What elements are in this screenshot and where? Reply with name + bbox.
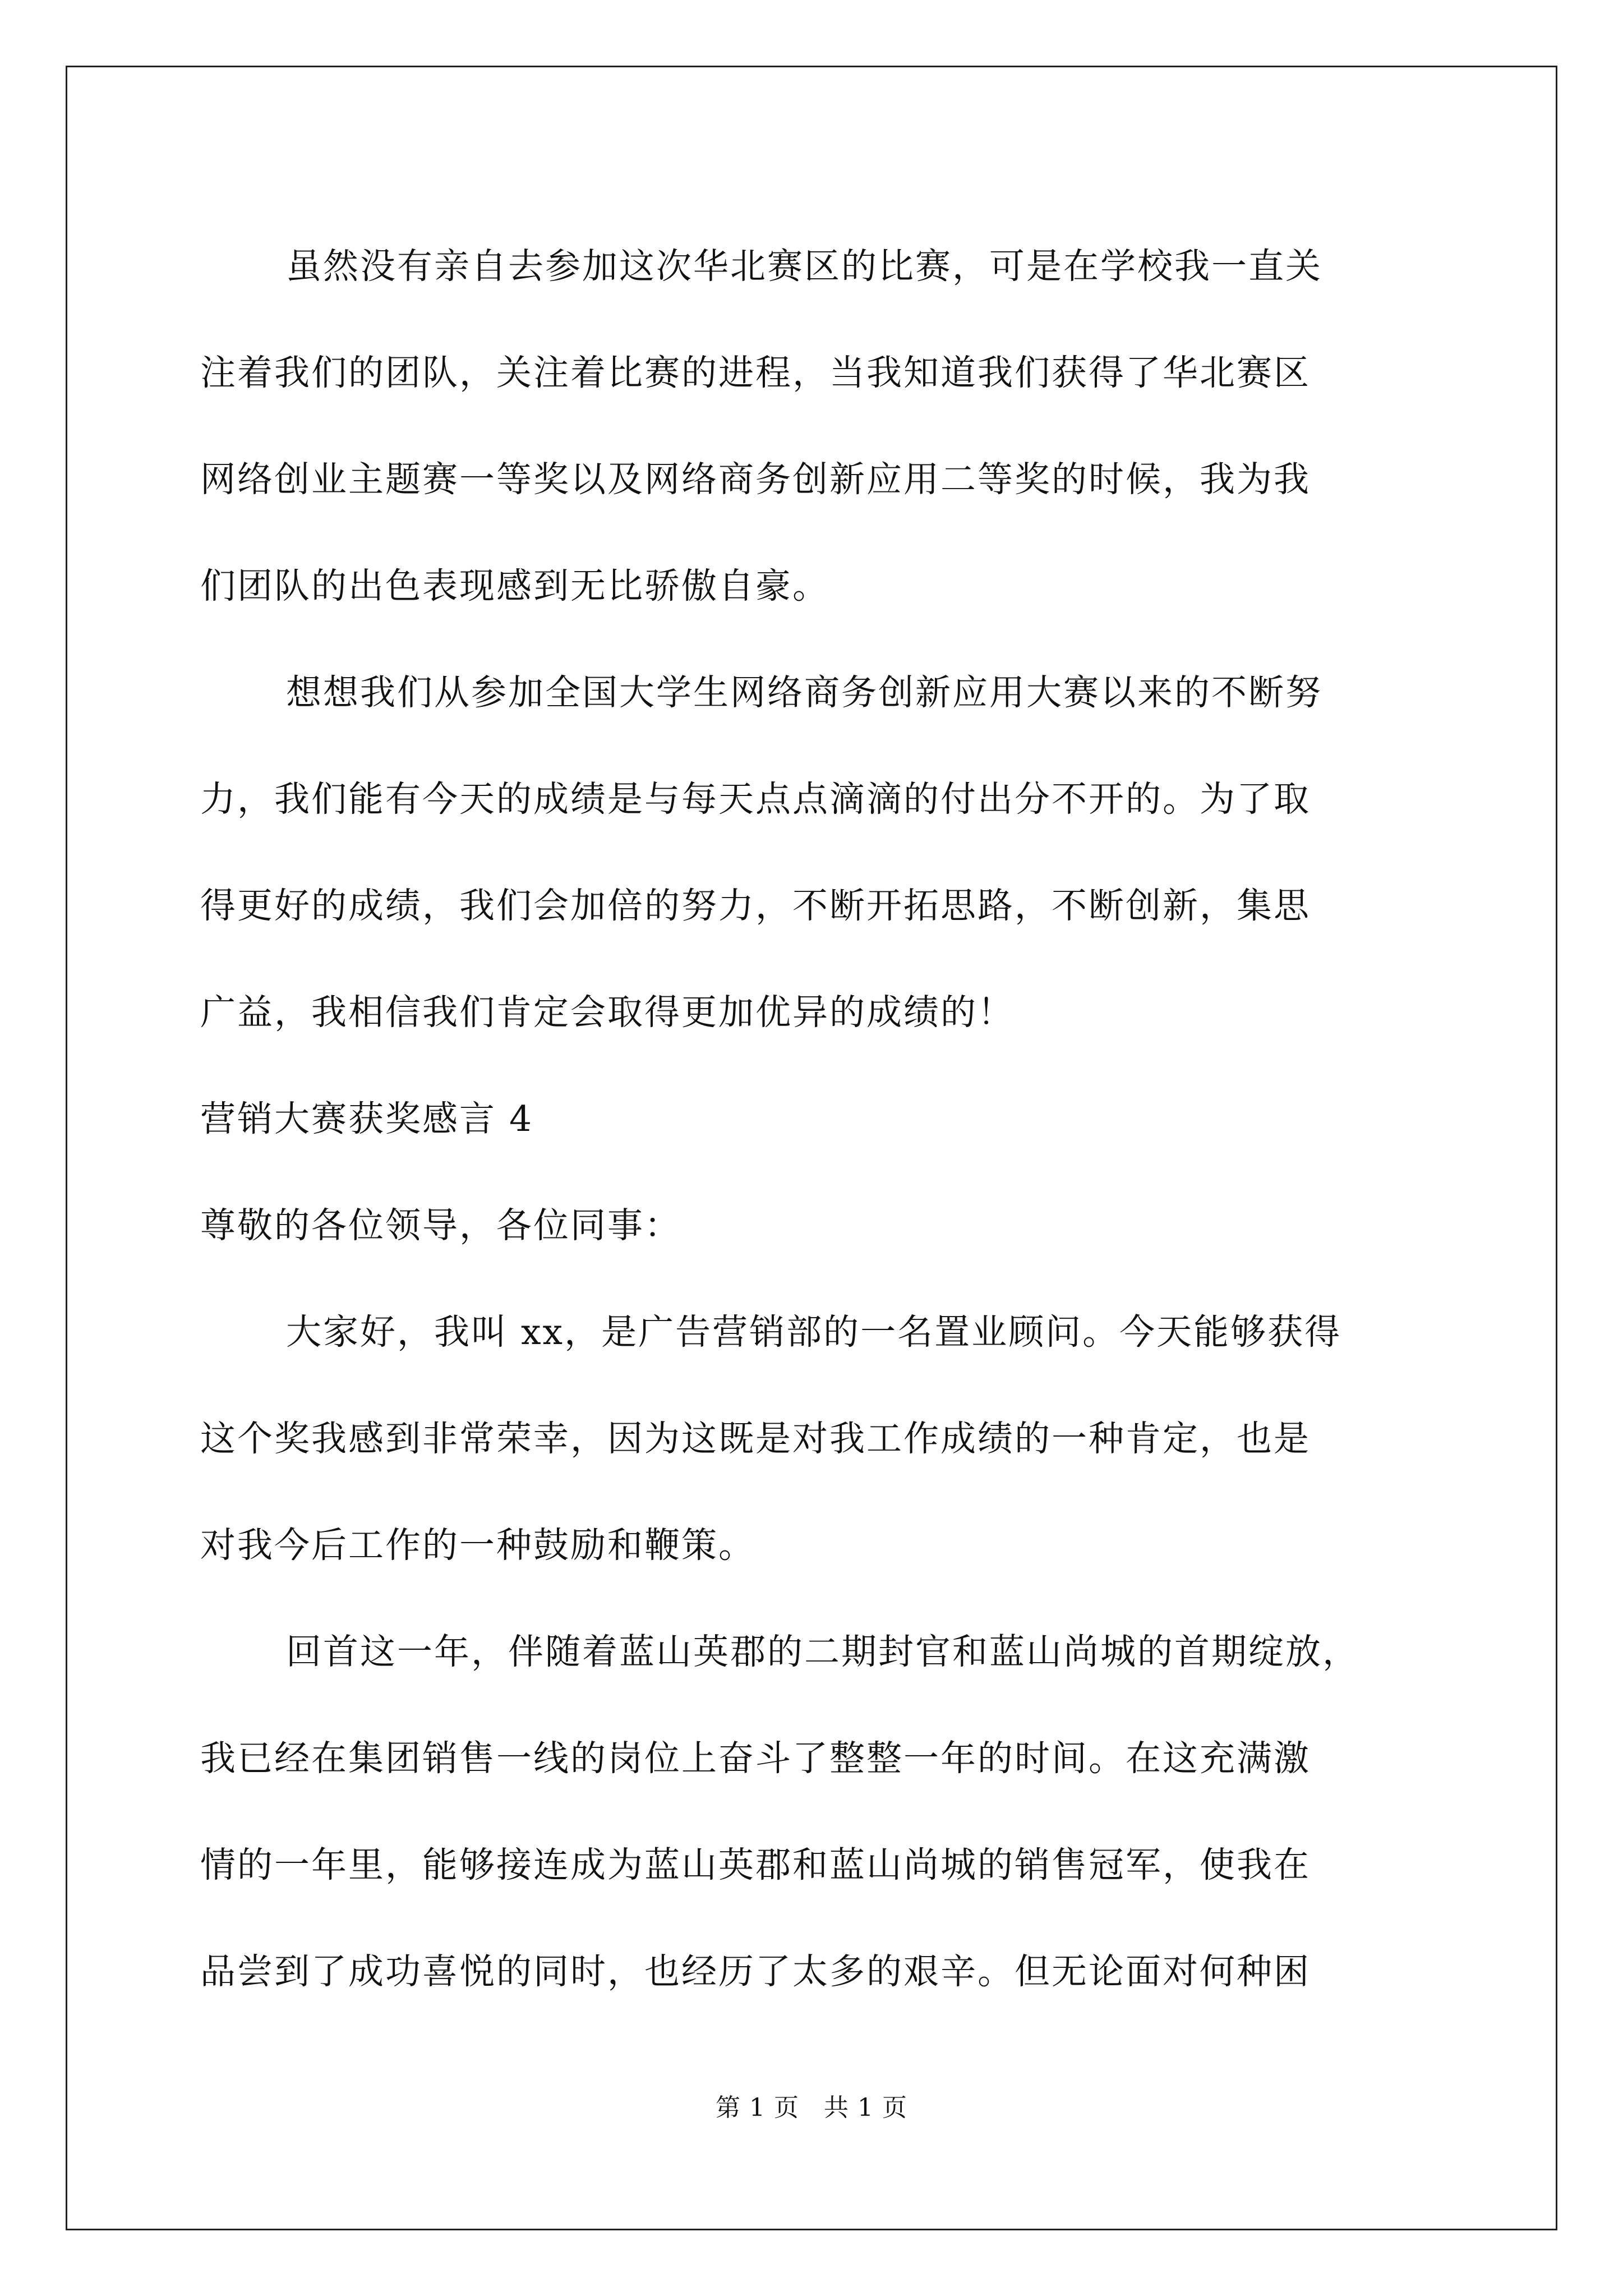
page-footer [0,2091,1623,2125]
text-line: 得更好的成绩，我们会加倍的努力，不断开拓思路，不断创新，集思 [200,885,1311,926]
text-line: 我已经在集团销售一线的岗位上奋斗了整整一年的时间。在这充满激 [200,1738,1311,1779]
text-line: 这个奖我感到非常荣幸，因为这既是对我工作成绩的一种肯定，也是 [200,1418,1311,1459]
text-line: 注着我们的团队，关注着比赛的进程，当我知道我们获得了华北赛区 [200,352,1311,393]
text-line: 情的一年里，能够接连成为蓝山英郡和蓝山尚城的销售冠军，使我在 [200,1844,1311,1885]
text-line: 大家好，我叫 xx，是广告营销部的一名置业顾问。今天能够获得 [286,1312,1342,1352]
text-line: 网络创业主题赛一等奖以及网络商务创新应用二等奖的时候，我为我 [200,459,1311,500]
text-line: 想想我们从参加全国大学生网络商务创新应用大赛以来的不断努 [286,672,1322,713]
text-line: 们团队的出色表现感到无比骄傲自豪。 [200,565,829,606]
salutation: 尊敬的各位领导，各位同事： [200,1205,681,1246]
page-total: 共 1 页 [824,2093,907,2122]
page-number: 第 1 页 [716,2093,799,2122]
text-line: 力，我们能有今天的成绩是与每天点点滴滴的付出分不开的。为了取 [200,779,1311,820]
document-body [200,213,1434,2025]
text-line: 回首这一年，伴随着蓝山英郡的二期封官和蓝山尚城的首期绽放， [286,1631,1359,1672]
text-line: 对我今后工作的一种鼓励和鞭策。 [200,1525,755,1566]
text-line: 广益，我相信我们肯定会取得更加优异的成绩的！ [200,992,1015,1033]
section-heading: 营销大赛获奖感言 4 [200,1098,534,1139]
text-line: 品尝到了成功喜悦的同时，也经历了太多的艰辛。但无论面对何种困 [200,1951,1311,1992]
text-line: 虽然没有亲自去参加这次华北赛区的比赛，可是在学校我一直关 [286,246,1322,287]
